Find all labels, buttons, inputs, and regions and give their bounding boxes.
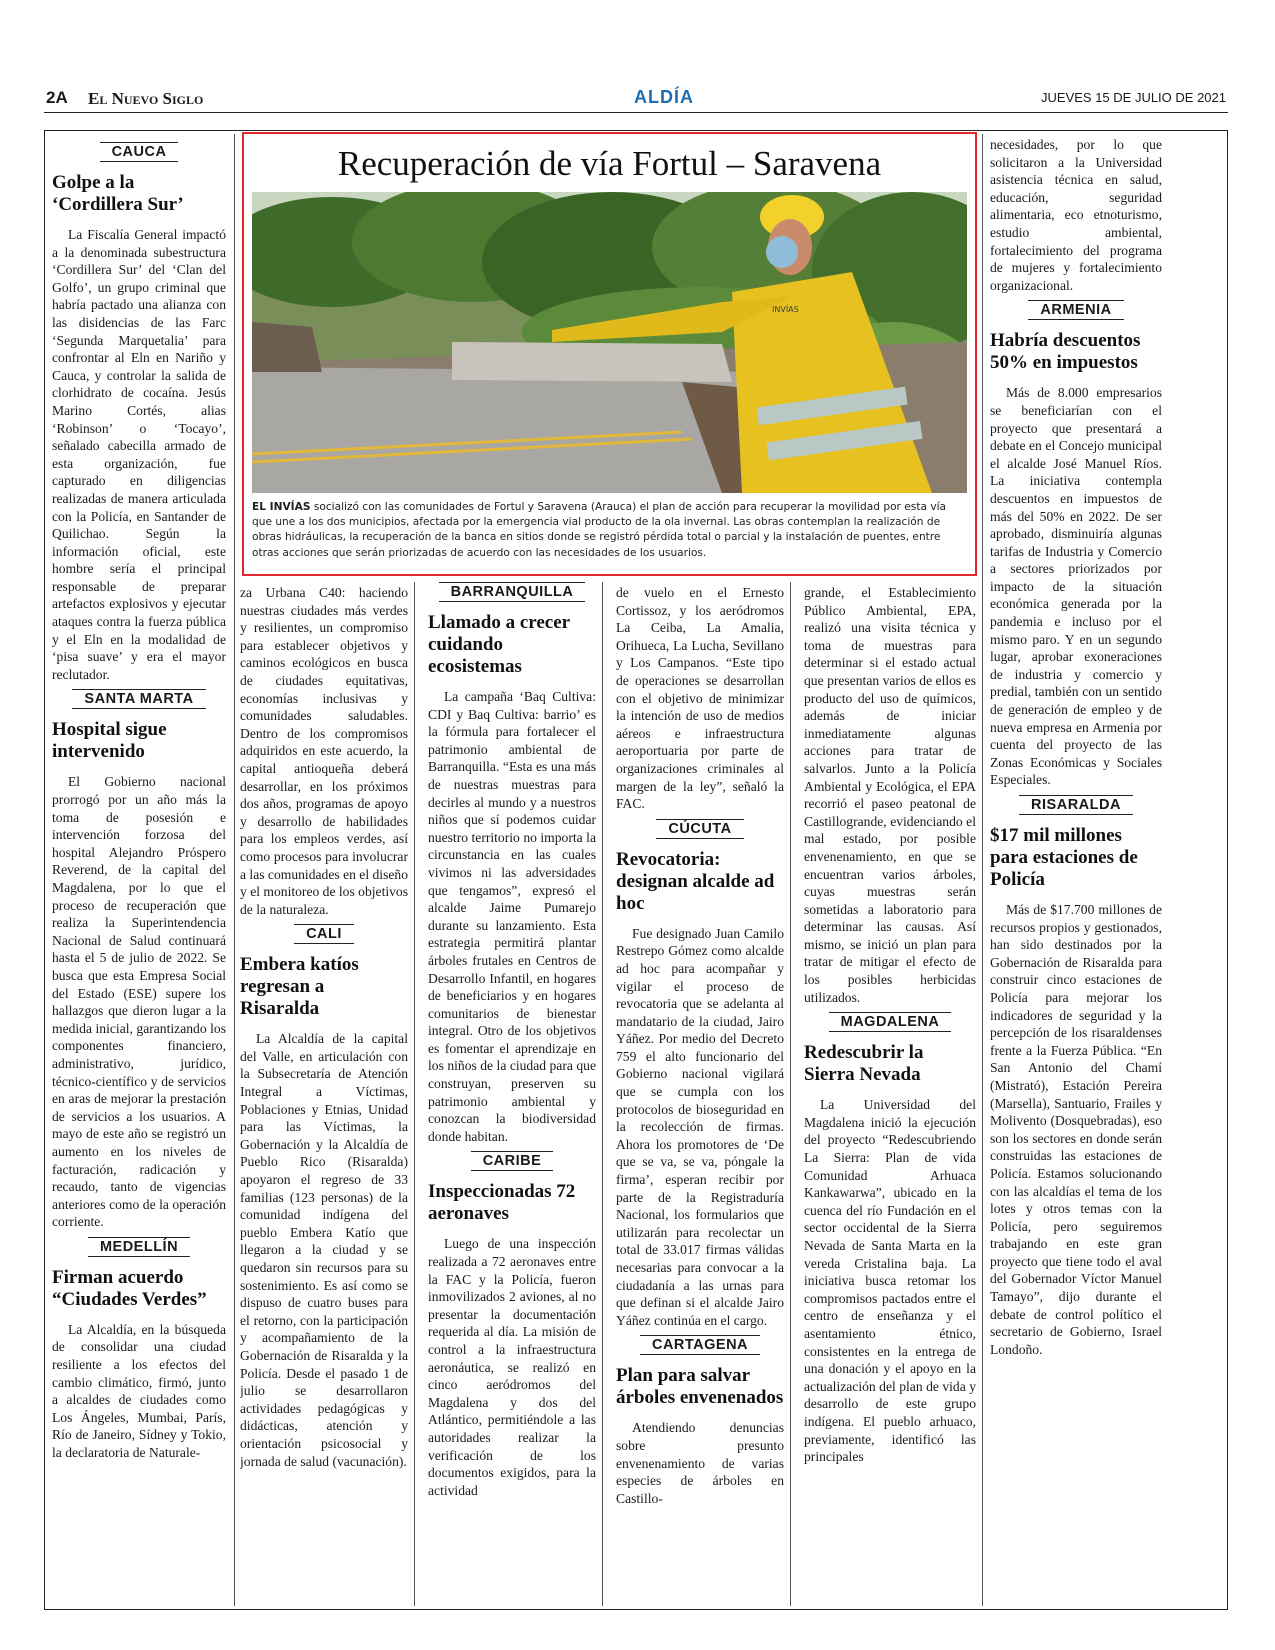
section-kicker: CARTAGENA — [616, 1335, 784, 1355]
article-body: Más de $17.700 millones de recursos propios y gestionados, han sido destinados por la Gobernación de Risaralda para construir cinco estaciones de Policía para mejorar los indicadores de seguridad y la percepción de los risaraldenses frente a la Fuerza Pública. “En San Antonio del Chamí (Mistrató), Estación Pereira (Marsella), Santuario, Frailes y Molivento (Dosquebradas), eso son los sectores en donde serán construidas las estaciones de Policía. Estamos solucionando con las alcaldías el tema de los lotes y otros temas con la Policía, pero seguiremos trabajando en este gran proyecto que tiene todo el aval del Gobernador Víctor Manuel Tamayo”, dijo durante el debate de control político el secretario de Gobierno, Israel Londoño. — [990, 902, 1162, 1357]
article-body: La Alcaldía de la capital del Valle, en articulación con la Subsecretaría de Atención Integral a Víctimas, Poblaciones y Etnias, Unidad para las Víctimas, la Gobernación y la Alcaldía de Pueblo Rico (Risaralda) apoyaron el regreso de 33 familias (123 personas) de la comunidad indígena del pueblo Embera Katío que llegaron a la ciudad y se quedaron sin recursos para su sostenimiento. Es así como se dispuso de cuatro buses para el retorno, con la participación y acompañamiento de la Gobernación de Risaralda y la Policía. Desde el pasado 1 de julio se desarrollaron actividades pedagógicas y didácticas, atención y orientación psicosocial y jornada de salud (vacunación). — [240, 1031, 408, 1469]
featured-photo — [252, 192, 967, 493]
article-headline: Golpe a la ‘Cordillera Sur’ — [52, 172, 184, 215]
featured-headline: Recuperación de vía Fortul – Saravena — [337, 144, 882, 183]
section-kicker: CÚCUTA — [616, 819, 784, 839]
column-5 — [804, 584, 976, 1604]
publication-name: El Nuevo Siglo — [88, 89, 204, 108]
section-kicker: RISARALDA — [990, 795, 1162, 815]
edition-date: JUEVES 15 DE JULIO DE 2021 — [1041, 90, 1226, 105]
page-number: 2A — [46, 88, 68, 107]
section-kicker: ARMENIA — [990, 300, 1162, 320]
masthead — [44, 86, 1228, 113]
column-2 — [240, 584, 408, 1604]
article-body: Fue designado Juan Camilo Restrepo Gómez como alcalde ad hoc para acompañar y vigilar el proceso de revocatoria que se adelanta al mandatario de la ciudad, Jairo Yáñez. Por medio del Decreto 759 el alto funcionario del Gobierno nacional vigilará que se cumpla con los protocolos de bioseguridad en la recolección de firmas. Ahora los promotores de ‘De que se va, se va, póngale la firma’, esperan recibir por parte de la Registraduría Nacional, los formularios que utilizarán para recolectar un total de 33.017 firmas válidas necesarias para convocar a la ciudadanía a las urnas para que definan si el alcalde Jairo Yáñez continúa en el cargo. — [616, 925, 784, 1328]
article-headline: Firman acuerdo “Ciudades Verdes” — [52, 1266, 207, 1310]
article-body: La Fiscalía General impactó a la denominada subestructura ‘Cordillera Sur’ del ‘Clan del Golfo’, un grupo criminal que habría pactado una alianza con las disidencias de las Farc ‘Segunda Marquetalia’ para confrontar al Eln en Nariño y Cauca, y controlar la salida de clorhidrato de cocaína. Jesús Marino Cortés, alias ‘Robinson’ o ‘Tocayo’, señalado cabecilla armado de esta organización, fue capturado en diligencias realizadas de manera articulada con la Policía, en Santander de Quilichao. Según la información oficial, este hombre sería el principal responsable de preparar artefactos explosivos y ejecutar ataques contra la fuerza pública y el Eln en la modalidad de ‘pisa suave’ y era el mayor reclutador. — [52, 227, 226, 682]
vest-logo-text: INVÍAS — [772, 305, 799, 314]
caption-text: socializó con las comunidades de Fortul y Saravena (Arauca) el plan de acción para recuperar la movilidad por esta vía que une a los dos municipios, afectada por la emergencia vial producto de la ola invernal. Las obras contemplan la realización de obras hidráulicas, la recuperación de la banca en sitios donde se registró pérdida total o parcial y la instalación de puentes, entre otras acciones que serán priorizadas de acuerdo con las necesidades de los usuarios. — [252, 501, 947, 559]
section-kicker: CARIBE — [428, 1151, 596, 1171]
article-headline: $17 mil millones para estaciones de Policía — [990, 825, 1138, 890]
article-headline: Plan para salvar árboles envenenados — [616, 1365, 784, 1409]
caption-lead: EL INVÍAS — [252, 501, 311, 513]
section-kicker: CAUCA — [52, 142, 226, 162]
article-headline: Habría descuentos 50% en impuestos — [990, 330, 1141, 374]
article-body: El Gobierno nacional prorrogó por un año más la toma de posesión e intervención forzosa del hospital Alejandro Próspero Reverend, de la capital del Magdalena, por lo que el proceso de recuperación que realiza la Superintendencia Nacional de Salud continuará hasta el 5 de julio de 2022. Se busca que esta Empresa Social del Estado (ESE) supere los hallazgos que dieron lugar a la medida inicial, garantizando los componentes financiero, administrativo, jurídico, técnico-científico y de servicios en aras de mejorar la prestación de servicios a los usuarios. A mayo de este año se registró un aumento en los niveles de facturación, radicación y recaudo, tanto de vigencias anteriores como de la operación corriente. — [52, 774, 226, 1230]
article-headline: Revocatoria: designan alcalde ad hoc — [616, 848, 775, 914]
article-headline: Embera katíos regresan a Risaralda — [240, 954, 359, 1020]
article-body-continued: de vuelo en el Ernesto Cortissoz, y los aeródromos La Ceiba, La Amalia, Orihueca, La Lucha, Sevillano y Los Campanos. “Este tipo de operaciones se desarrollan con el objetivo de minimizar la intención de uso de medios aéreos e infraestructura aeroportuaria por parte de organizaciones criminales al margen de la ley”, señaló la FAC. — [616, 585, 784, 812]
article-headline: Llamado a crecer cuidando ecosistemas — [428, 612, 570, 677]
article-body: Atendiendo denuncias sobre presunto envenenamiento de varias especies de árboles en Castillo- — [616, 1420, 784, 1506]
column-1 — [52, 136, 226, 1606]
column-rule — [790, 582, 791, 1606]
column-6 — [990, 136, 1162, 1606]
column-rule — [982, 134, 983, 1606]
column-rule — [414, 582, 415, 1606]
section-name: ALDÍA — [634, 87, 694, 107]
article-headline: Hospital sigue intervenido — [52, 719, 167, 763]
featured-caption — [252, 500, 967, 561]
article-body-continued: necesidades, por lo que solicitaron a la Universidad asistencia técnica en salud, educación, seguridad alimentaria, eco etnoturismo, estudio ambiental, fortalecimiento del programa de mujeres y fortalecimiento organizacional. — [990, 137, 1162, 293]
article-headline: Inspeccionadas 72 aeronaves — [428, 1181, 576, 1225]
section-kicker: MEDELLÍN — [52, 1237, 226, 1257]
section-kicker: MAGDALENA — [804, 1012, 976, 1032]
article-body-continued: grande, el Establecimiento Público Ambiental, EPA, realizó una visita técnica y toma de muestras para determinar si el estado actual que presentan varios de ellos es producto del uso de químicos, además de iniciar inmediatamente algunas acciones para tratar de salvarlos. Junto a la Policía Ambiental y Ecológica, el EPA recorrió el paseo peatonal de Castillogrande, evidenciando el mal estado, por posible envenenamiento, en que se encuentran varios árboles, cuyas muestras serán sometidas a laboratorio para determinar las causas. Así mismo, se inició un plan para tratar de mitigar el efecto de los posibles herbicidas utilizados. — [804, 585, 976, 1005]
section-kicker: BARRANQUILLA — [428, 582, 596, 602]
column-4 — [616, 584, 784, 1604]
section-kicker: SANTA MARTA — [52, 689, 226, 709]
article-body: La Universidad del Magdalena inició la ejecución del proyecto “Redescubriendo La Sierra: Plan de vida Comunidad Arhuaca Kankawarwa”, ubicado en la cuenca del río Fundación en el sector occidental de la Sierra Nevada de Santa Marta en la vereda Cristalina baja. La iniciativa busca retomar los compromisos pactados entre el centro de enseñanza y el asentamiento étnico, consistentes en la entrega de una donación y el apoyo en la actualización del plan de vida y desarrollo de este grupo indígena. El pueblo arhuaco, previamente, identificó las principales — [804, 1097, 976, 1465]
featured-story — [242, 132, 977, 576]
column-3 — [428, 576, 596, 1604]
article-headline: Redescubrir la Sierra Nevada — [804, 1042, 924, 1086]
article-body: La campaña ‘Baq Cultiva: CDI y Baq Cultiva: barrio’ es la fórmula para fortalecer el patrimonio ambiental de Barranquilla. “Esta es una más de nuestras muestras para decirles al mundo y a nuestros niños que sí podemos cuidar nuestro territorio no importa la circunstancia en las cuales vivimos ni las adversidades que tengamos”, expresó el alcalde Jaime Pumarejo durante su lanzamiento. Esta estrategia permitirá plantar árboles frutales en Centros de Desarrollo Infantil, en hogares de beneficiarios y en hogares comunitarios de bienestar integral. Otro de los objetivos es fomentar el aprendizaje en los niños de la ciudad para que construyan, preserven su patrimonio ambiental y conozcan la biodiversidad donde habitan. — [428, 689, 596, 1144]
column-rule — [602, 582, 603, 1606]
section-kicker: CALI — [240, 924, 408, 944]
column-rule — [234, 134, 235, 1606]
article-body-continued: za Urbana C40: haciendo nuestras ciudades más verdes y resilientes, un compromiso para establecer objetivos y caminos ecológicos en busca de ciudades equitativas, economías inclusivas y comunidades saludables. Dentro de los compromisos adquiridos en este acuerdo, la capital antioqueña deberá desarrollar, en los próximos dos años, programas de apoyo y desarrollo de habilidades para los empleos verdes, así como procesos para involucrar a las comunidades en el diseño y el monitoreo de los objetivos de la naturaleza. — [240, 585, 408, 917]
article-body: La Alcaldía, en la búsqueda de consolidar una ciudad resiliente a los efectos del cambio climático, firmó, junto a alcaldes de ciudades como Los Ángeles, Mumbai, París, Río de Janeiro, Sídney y Tokio, la declaratoria de Naturale- — [52, 1321, 226, 1461]
article-body: Luego de una inspección realizada a 72 aeronaves entre la FAC y la Policía, fueron inmovilizados 2 aviones, al no presentar la documentación requerida al día. La misión de control a la infraestructura aeronáutica, se realizó en cinco aeródromos del Magdalena y dos del Atlántico, permitiéndole a las autoridades realizar la verificación de los documentos exigidos, para la actividad — [428, 1236, 596, 1498]
article-body: Más de 8.000 empresarios se beneficiarían con el proyecto que presentará a debate en el Concejo municipal el alcalde José Manuel Ríos. La iniciativa contempla descuentos en impuestos de más del 50% en 2022. De ser aprobado, disminuiría algunas tarifas de Industria y Comercio a sectores priorizados por impacto de la situación económica generada por la pandemia e incluso por el mismo paro. Y en un segundo lugar, aprobar exoneraciones de industria y comercio y predial, también con un sentido de generación de empleo y de nueva empresa en Armenia por cuenta del proyecto de las Zonas Económicas y Sociales Especiales. — [990, 385, 1162, 788]
